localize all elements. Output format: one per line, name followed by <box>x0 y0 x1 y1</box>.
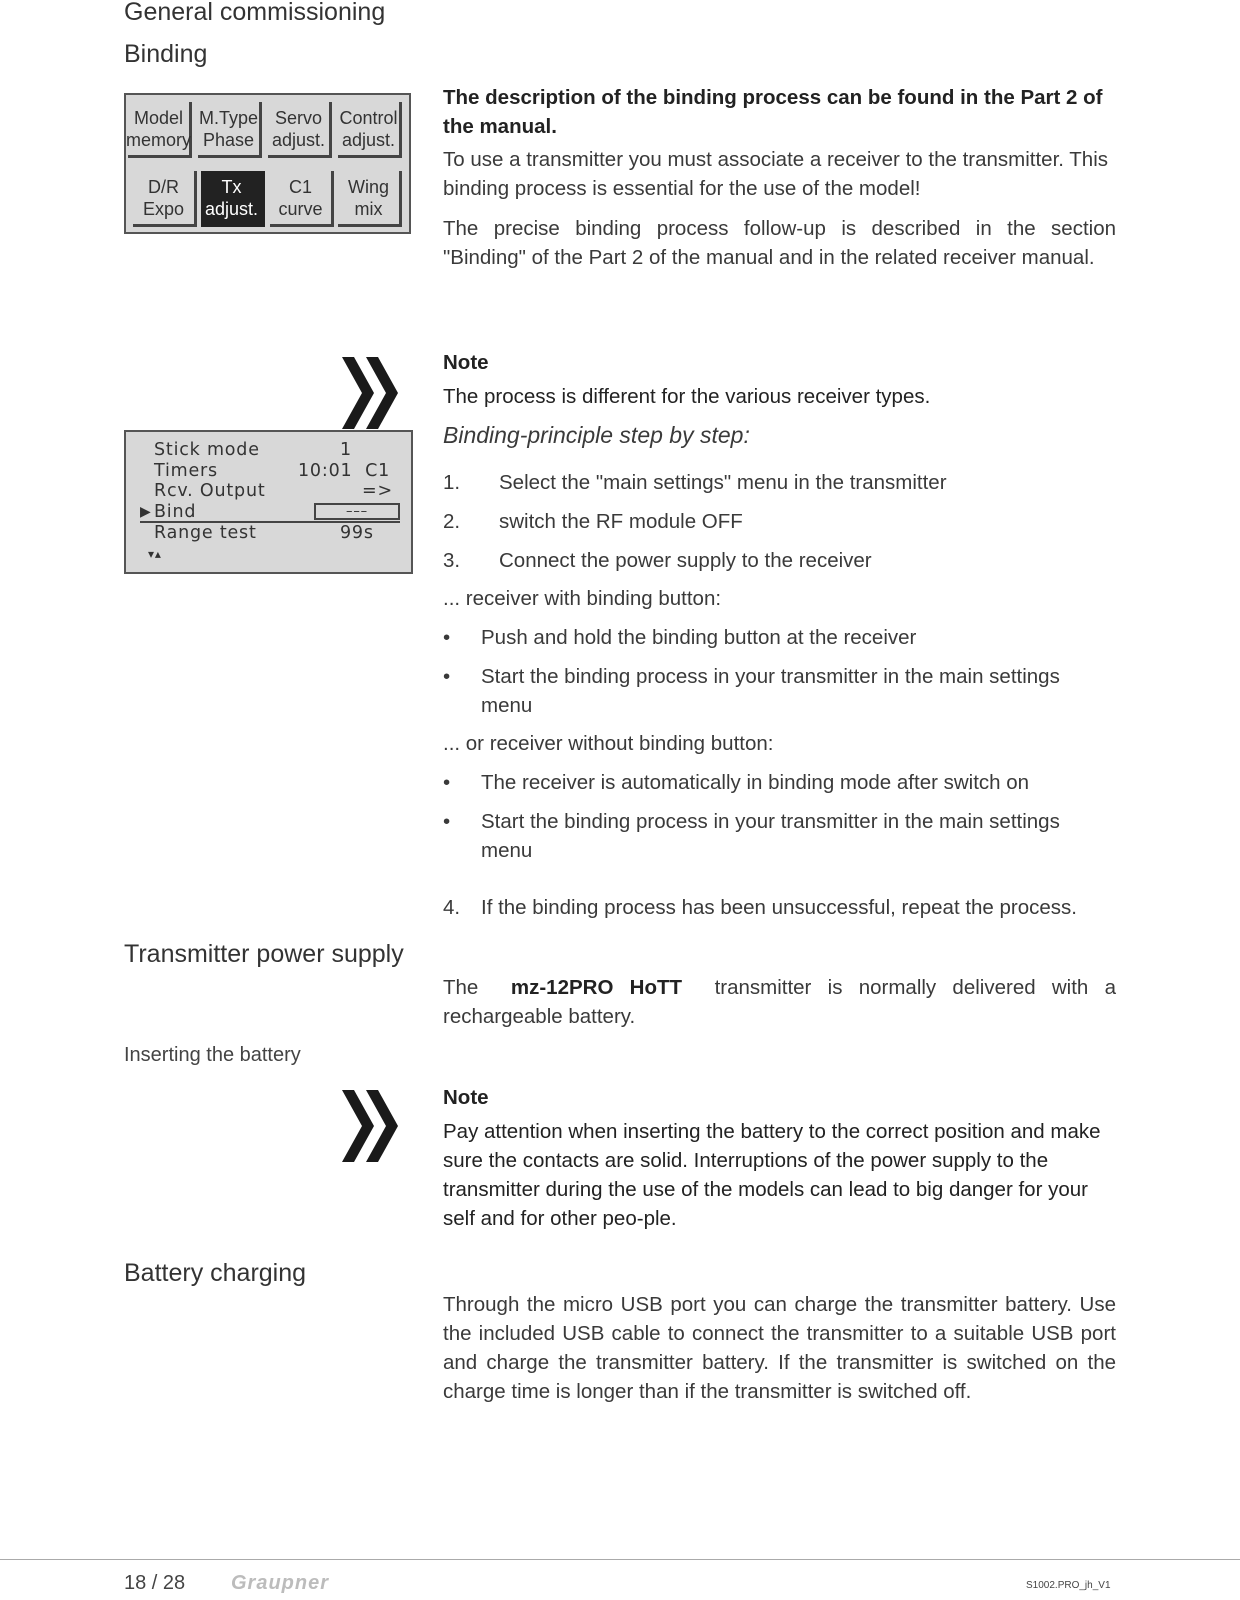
menu-label: mix <box>354 198 383 219</box>
list-item-text: Start the binding process in your transmitter in the main settings menu <box>481 665 1060 717</box>
binding-para1: To use a transmitter you must associate a receiver to the transmitter. This binding process is essential for the use of the model! <box>443 148 1109 200</box>
lcd-value: => <box>362 481 393 501</box>
menu-button-servo-adjust[interactable] <box>268 102 332 158</box>
menu-label: memory <box>126 129 192 150</box>
lcd-display <box>124 430 413 574</box>
lcd-label: Timers <box>154 461 218 481</box>
list-item-text: Start the binding process in your transmitter in the main settings menu <box>481 810 1060 862</box>
list-item <box>443 807 1116 865</box>
menu-label: D/R <box>148 176 179 197</box>
lcd-label: Range test <box>154 523 257 543</box>
menu-label: adjust. <box>271 129 326 150</box>
menu-label: Model <box>133 107 184 128</box>
lcd-row-range-test[interactable] <box>126 523 411 544</box>
nav-arrows-icon: ▾▴ <box>148 547 162 561</box>
menu-label: Tx <box>221 176 242 197</box>
step-number: 3. <box>443 549 461 572</box>
section-title-binding: Binding <box>124 40 208 68</box>
page-title: General commissioning <box>124 0 386 26</box>
binding-principle: Binding-principle step by step: <box>443 422 750 448</box>
brand-logo: Graupner <box>231 1572 330 1594</box>
lcd-row-stick-mode[interactable] <box>126 440 411 461</box>
step-number: 2. <box>443 510 461 533</box>
section-title-charging: Battery charging <box>124 1259 307 1287</box>
page-number: 18 / 28 <box>124 1572 186 1594</box>
step-text: Connect the power supply to the receiver <box>499 549 872 572</box>
menu-label: Control <box>339 107 398 128</box>
binding-para2: The precise binding process follow-up is described in the section "Binding" of the Part 2 of the manual and in the related receiver manual. <box>443 217 1116 269</box>
note-title: Note <box>443 351 489 374</box>
menu-label: Phase <box>202 129 255 150</box>
with-button-heading: ... receiver with binding button: <box>443 587 722 610</box>
lcd-value: 10:01 C1 <box>298 461 391 481</box>
menu-label: Servo <box>274 107 323 128</box>
menu-label: adjust. <box>341 129 396 150</box>
menu-button-c1-curve[interactable] <box>270 171 334 227</box>
menu-label: adjust. <box>204 198 259 219</box>
bind-value-box[interactable]: ––– <box>314 503 400 520</box>
lcd-row-timers[interactable] <box>126 461 411 482</box>
section-title-power: Transmitter power supply <box>124 940 404 968</box>
note-title: Note <box>443 1086 489 1109</box>
step-number: 4. <box>443 896 461 919</box>
list-item-text: The receiver is automatically in binding mode after switch on <box>481 771 1030 794</box>
lcd-value: 1 <box>340 440 352 460</box>
binding-intro: The description of the binding process can be found in the Part 2 of the manual. <box>443 86 1103 138</box>
step-1 <box>443 468 1116 497</box>
menu-button-tx-adjust[interactable] <box>201 171 265 227</box>
binding-content <box>443 83 1116 272</box>
note-chevrons-icon <box>340 1088 402 1164</box>
doc-id: S1002.PRO_jh_V1 <box>1026 1580 1111 1591</box>
menu-button-control-adjust[interactable] <box>338 102 402 158</box>
lcd-label: Bind <box>154 502 197 522</box>
model-name: mz-12PRO HoTT <box>510 976 683 999</box>
list-item <box>443 662 1116 720</box>
lcd-nav-arrows[interactable] <box>126 544 411 565</box>
bullet: • <box>443 665 451 688</box>
power-text-post: transmitter is normally delivered with a rechargeable battery. <box>443 976 1116 1028</box>
step-4 <box>443 893 1116 922</box>
step-3 <box>443 546 1116 575</box>
menu-button-mtype-phase[interactable] <box>198 102 262 158</box>
bullet: • <box>443 810 451 833</box>
note-text: The process is different for the various receiver types. <box>443 385 931 408</box>
lcd-label: Stick mode <box>154 440 260 460</box>
inserting-battery-heading: Inserting the battery <box>124 1044 301 1066</box>
without-button-heading: ... or receiver without binding button: <box>443 732 774 755</box>
charging-text: Through the micro USB port you can charge the transmitter battery. Use the included USB cable to connect the transmitter to a suitable USB port and charge the transmitter battery. If the transmitter is switched on the charge time is longer than if the transmitter is switched off. <box>443 1293 1116 1403</box>
power-text-pre: The <box>443 976 479 999</box>
cursor-icon: ▶ <box>140 504 152 520</box>
list-item <box>443 623 1116 652</box>
step-number: 1. <box>443 471 461 494</box>
menu-button-dr-expo[interactable] <box>133 171 197 227</box>
list-item-text: Push and hold the binding button at the receiver <box>481 626 917 649</box>
note-chevrons-icon <box>340 355 402 431</box>
menu-label: Wing <box>347 176 389 197</box>
list-item <box>443 768 1116 797</box>
lcd-row-rcv-output[interactable] <box>126 481 411 502</box>
step-2 <box>443 507 1116 536</box>
lcd-row-bind[interactable] <box>126 502 411 523</box>
power-text <box>443 973 1116 1031</box>
menu-label: Expo <box>142 198 185 219</box>
step-text: Select the "main settings" menu in the transmitter <box>499 471 947 494</box>
menu-label: M.Type <box>198 107 259 128</box>
bullet: • <box>443 626 451 649</box>
menu-label: curve <box>278 198 323 219</box>
footer-divider <box>0 1559 1240 1560</box>
battery-note-text: Pay attention when inserting the battery to the correct position and make sure the contacts are solid. Interruptions of the power supply to the transmitter during the use of the models can lead to big danger for your self and for other peo-ple. <box>443 1120 1101 1230</box>
lcd-value: 99s <box>340 523 374 543</box>
menu-button-model-memory[interactable] <box>128 102 192 158</box>
menu-grid <box>124 93 411 234</box>
step-text: If the binding process has been unsuccessful, repeat the process. <box>481 896 1078 919</box>
menu-label: C1 <box>288 176 312 197</box>
menu-button-wing-mix[interactable] <box>338 171 402 227</box>
step-text: switch the RF module OFF <box>499 510 743 533</box>
lcd-label: Rcv. Output <box>154 481 266 501</box>
bullet: • <box>443 771 451 794</box>
